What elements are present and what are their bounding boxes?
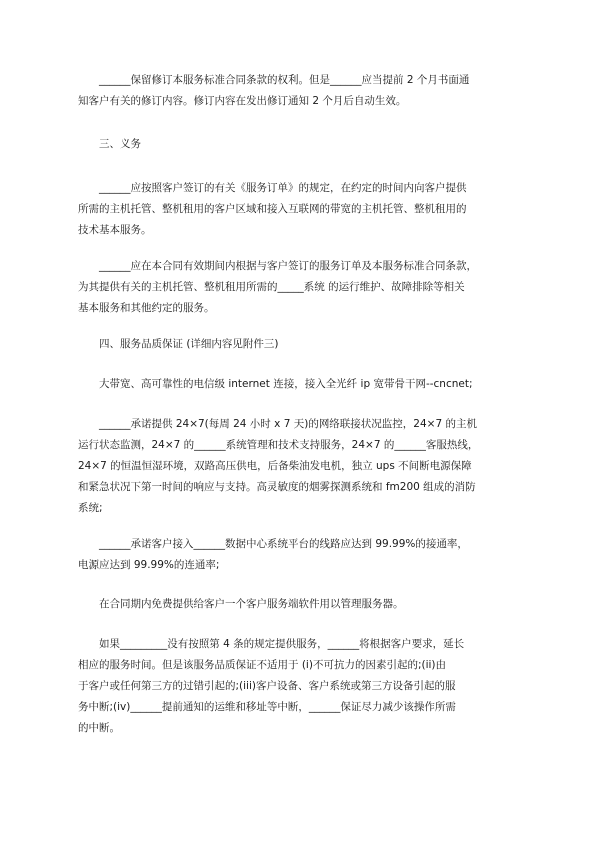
paragraph-line: ______应按照客户签订的有关《服务订单》的规定，在约定的时间内向客户提供 [99, 182, 467, 194]
paragraph-line: 务中断;(iv)______提前通知的运维和移址等中断，______保证尽力减少该操作所需 [78, 701, 456, 713]
paragraph-line: 相应的服务时间。但是该服务品质保证不适用于 (i)不可抗力的因素引起的;(ii)由 [78, 659, 447, 671]
paragraph-monitoring-commitment [78, 414, 478, 519]
paragraph-line: 的中断。 [78, 722, 120, 734]
section-heading-obligations: 三、义务 [99, 138, 141, 150]
paragraph-line: 运行状态监测，24×7 的______系统管理和技术支持服务，24×7 的______客服热线， [78, 439, 479, 451]
paragraph-line: 所需的主机托管、整机租用的客户区域和接入互联网的带宽的主机托管、整机租用的 [78, 203, 467, 215]
paragraph-line: 24×7 的恒温恒湿环境，双路高压供电，后备柴油发电机，独立 ups 不间断电源保障 [78, 460, 472, 472]
paragraph-service-extension [78, 634, 464, 739]
section-heading-quality-guarantee: 四、服务品质保证 (详细内容见附件三) [99, 338, 279, 350]
paragraph-line: 基本服务和其他约定的服务。 [78, 302, 215, 314]
paragraph-line: ______保留修订本服务标准合同条款的权利。但是______应当提前 2 个月书面通 [99, 74, 470, 86]
paragraph-line: 如果_________没有按照第 4 条的规定提供服务，______将根据客户要求，延长 [99, 638, 465, 650]
paragraph-bandwidth [78, 374, 473, 395]
paragraph-line: 于客户或任何第三方的过错引起的;(iii)客户设备、客户系统或第三方设备引起的服 [78, 680, 456, 692]
paragraph-line: 为其提供有关的主机托管、整机租用所需的_____系统 的运行维护、故障排除等相关 [78, 281, 465, 293]
paragraph-line: 系统; [78, 502, 103, 514]
paragraph-basic-service [78, 178, 467, 241]
paragraph-line: ______承诺客户接入______数据中心系统平台的线路应达到 99.99%的接通率， [99, 538, 468, 550]
paragraph-client-software [78, 594, 404, 615]
paragraph-line: 电源应达到 99.99%的连通率; [78, 559, 220, 571]
paragraph-line: 技术基本服务。 [78, 224, 152, 236]
paragraph-line: ______应在本合同有效期间内根据与客户签订的服务订单及本服务标准合同条款， [99, 260, 477, 272]
paragraph-line: ______承诺提供 24×7(每周 24 小时 x 7 天)的网络联接状况监控，24×7 的主机 [99, 418, 477, 430]
paragraph-maintenance-service [78, 256, 477, 319]
paragraph-line: 知客户有关的修订内容。修订内容在发出修订通知 2 个月后自动生效。 [78, 95, 407, 107]
paragraph-revision-rights [78, 70, 469, 112]
paragraph-uptime-commitment [78, 534, 468, 576]
paragraph-line: 大带宽、高可靠性的电信级 internet 连接，接入全光纤 ip 宽带骨干网--cncnet; [99, 378, 473, 390]
paragraph-line: 在合同期内免费提供给客户一个客户服务端软件用以管理服务器。 [99, 598, 404, 610]
paragraph-line: 和紧急状况下第一时间的响应与支持。高灵敏度的烟雾探测系统和 fm200 组成的消防 [78, 481, 476, 493]
